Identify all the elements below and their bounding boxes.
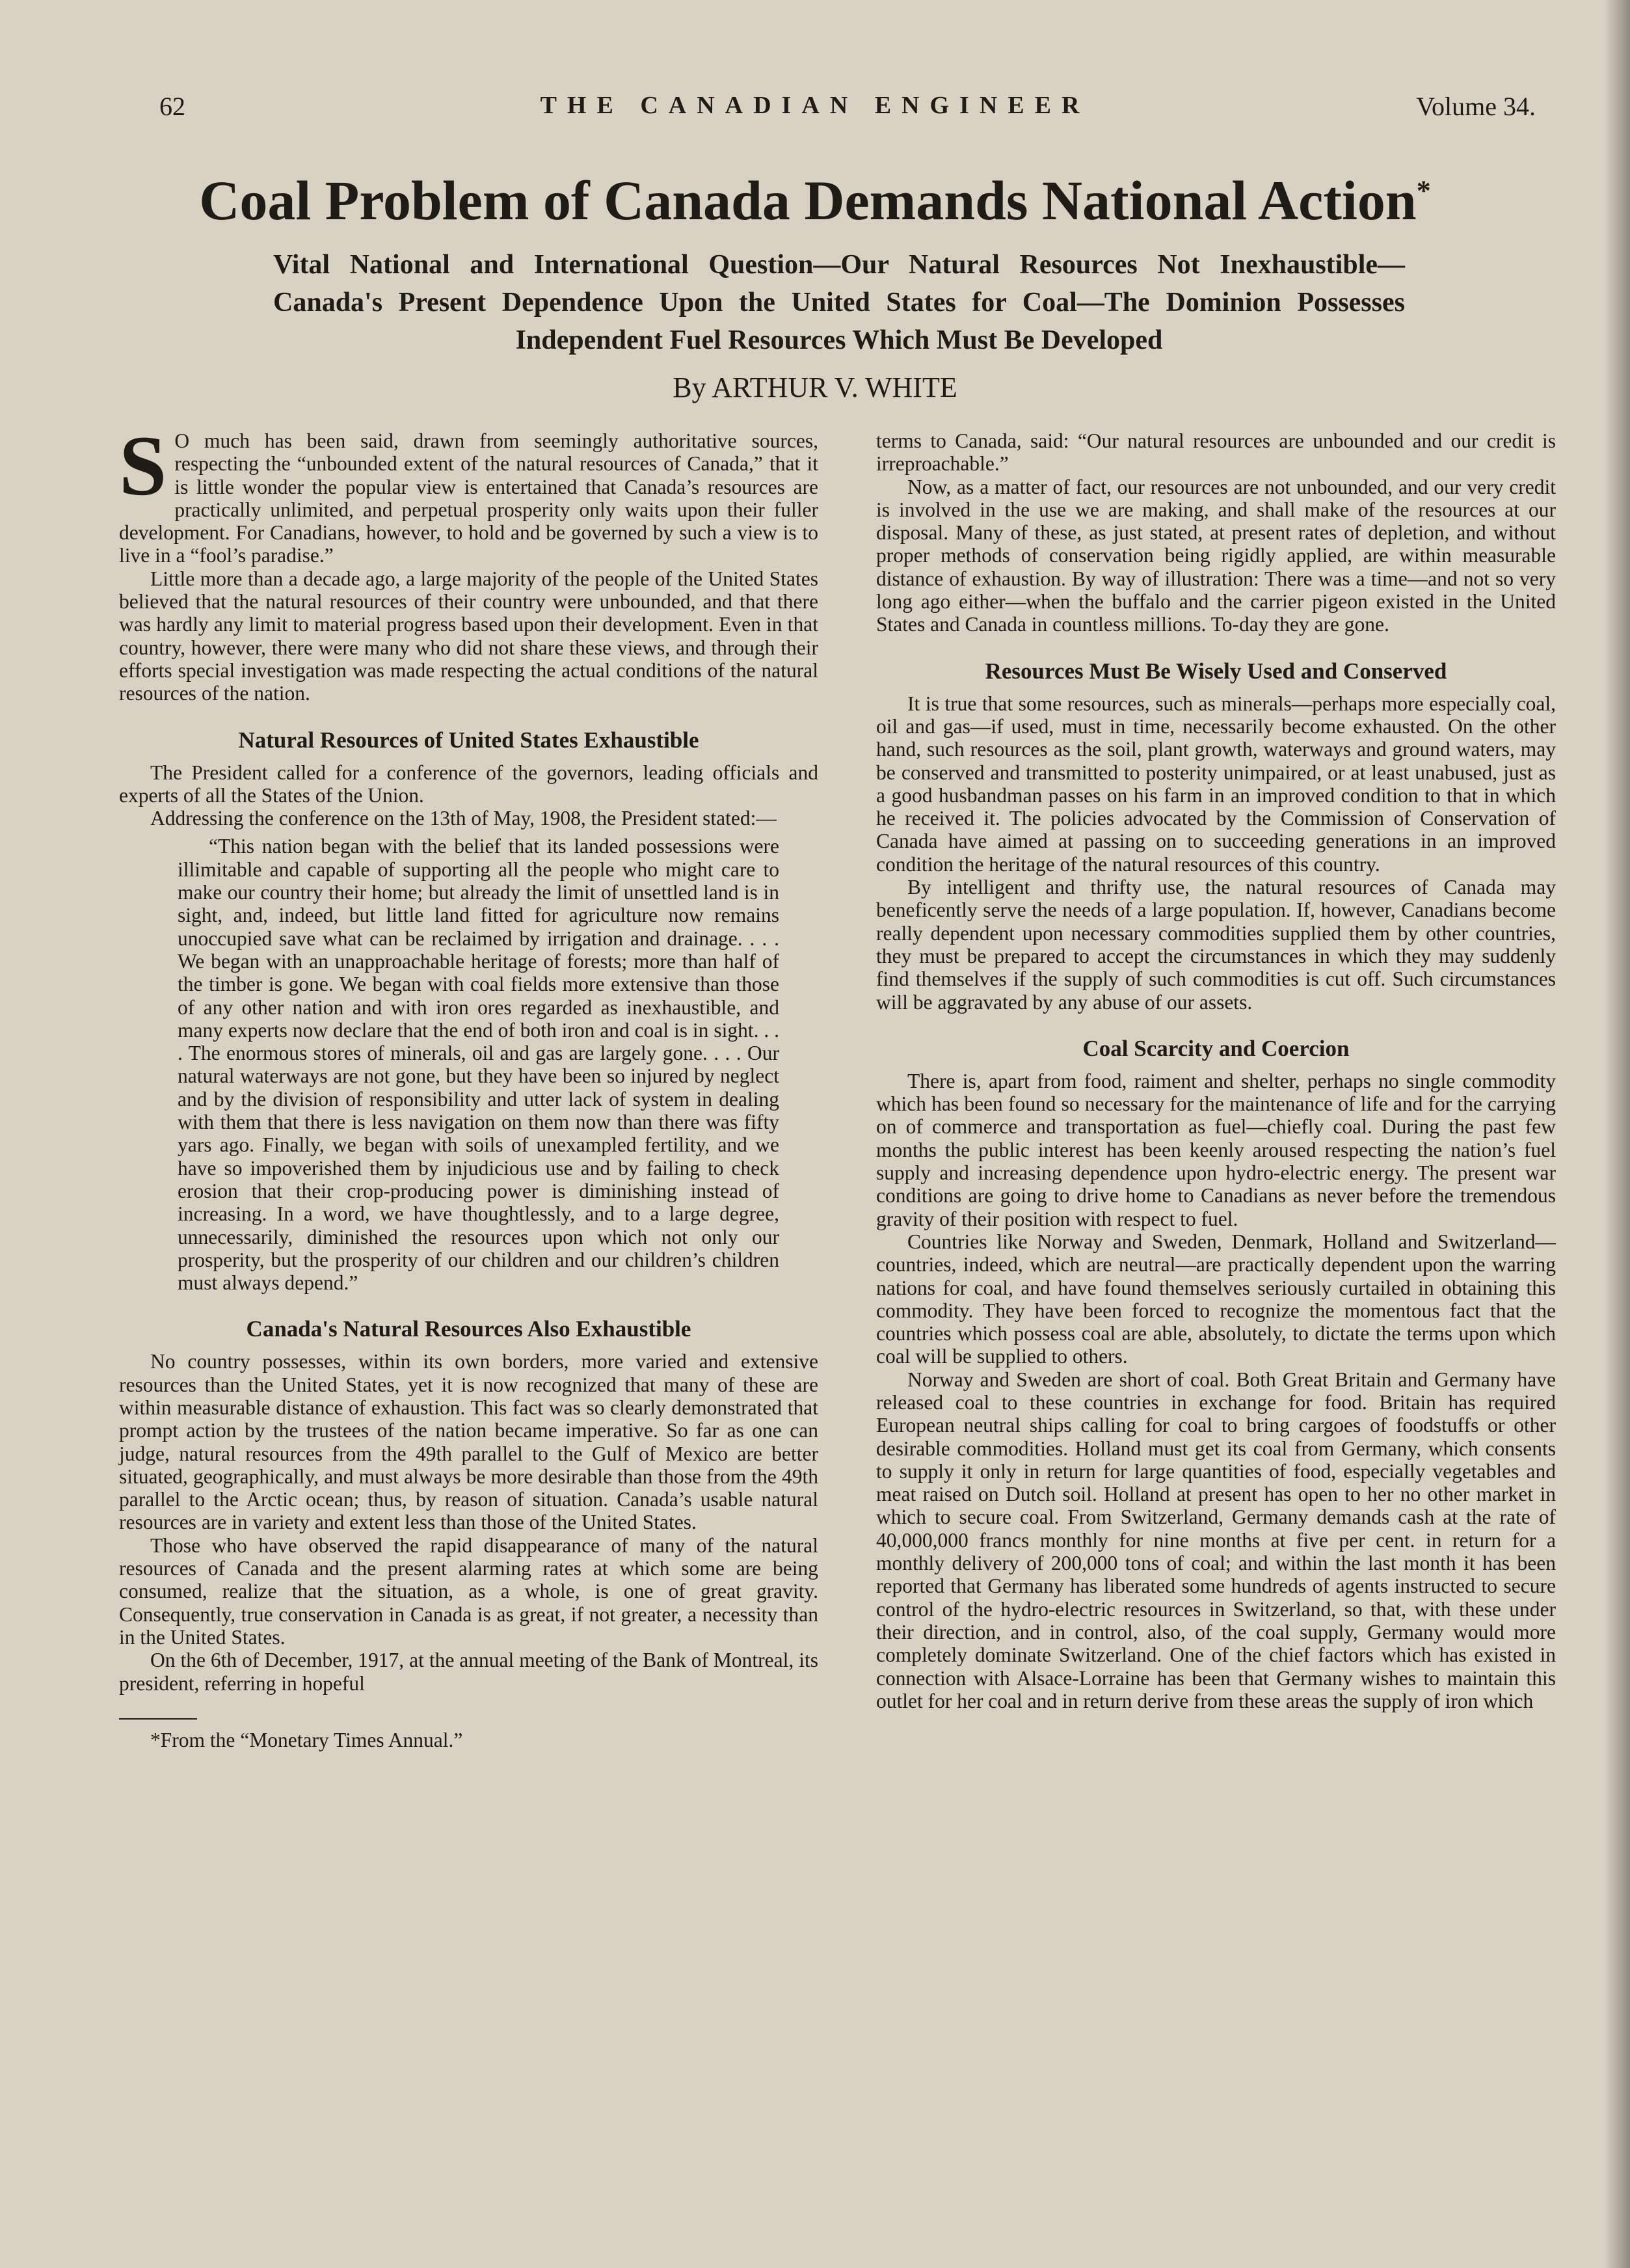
drop-cap: S xyxy=(119,418,167,513)
paragraph: Norway and Sweden are short of coal. Both Great Britain and Germany have released coal to these countries in exchange for food. Britain has required European neutral ships calling for coal to bring cargoes of foodstuffs or other desirable commodities. Holland must get its coal from Germany, which consents to supply it only in return for large quantities of food, especially vegetables and meat raised on Dutch soil. Holland at present has open to her no other market in which to secure coal. From Switzerland, Germany demands cash at the rate of 40,000,000 francs monthly for nine months at five per cent. in return for a monthly delivery of 200,000 tons of coal; and within the last month it has been reported that Germany has liberated some hundreds of agents instructed to secure control of the hydro-electric resources in Switzerland, so that, with these under their direction, and in control, also, of the coal supply, Germany would more completely dominate Switzerland. One of the chief factors which has existed in connection with Alsace-Lorraine has been that Germany wishes to maintain this outlet for her coal and in return derive from these areas the supply of iron which xyxy=(876,1368,1556,1712)
paragraph: No country possesses, within its own borders, more varied and extensive resources than the United States, yet it is now recognized that many of these are within measurable distance of exhaustion. This fact was so clearly demonstrated that prompt action by the trustees of the nation became imperative. So far as one can judge, natural resources from the 49th parallel to the Gulf of Mexico are better situated, geographically, and must always be more desirable than those from the 49th parallel to the Arctic ocean; thus, by reason of situation. Canada’s usable natural resources are in variety and extent less than those of the United States. xyxy=(119,1350,818,1534)
footnote-rule xyxy=(119,1718,197,1720)
paragraph: Little more than a decade ago, a large majority of the people of the United States believed that the natural resources of their country were unbounded, and that there was hardly any limit to material progress based upon their development. Even in that country, however, there were many who did not share these views, and through their efforts special investigation was made respecting the actual conditions of the natural resources of the nation. xyxy=(119,567,818,705)
column-left xyxy=(119,418,818,1751)
paragraph: There is, apart from food, raiment and shelter, perhaps no single commodity which has been found so necessary for the maintenance of life and for the carrying on of commerce and transportation as fuel—chiefly coal. During the past few months the public interest has been keenly aroused respecting the nation’s fuel supply and increasing dependence upon hydro-electric energy. The present war conditions are going to drive home to Canadians as never before the tremendous gravity of their position with respect to fuel. xyxy=(876,1069,1556,1230)
section-heading: Coal Scarcity and Coercion xyxy=(1082,1035,1350,1061)
article-title xyxy=(0,168,1630,233)
paragraph: On the 6th of December, 1917, at the annual meeting of the Bank of Montreal, its president, referring in hopeful xyxy=(119,1649,818,1695)
quote-text: “This nation began with the belief that its landed possessions were illimitable and capable of supporting all the people who might care to make our country their home; but already the limit of unsettled land is in sight, and, indeed, but little land fitted for agriculture now remains unoccupied save what can be reclaimed by irrigation and drainage. . . . We began with an unapproachable heritage of forests; more than half of the timber is gone. We began with coal fields more extensive than those of any other nation and with iron ores regarded as inexhaustible, and many experts now declare that the end of both iron and coal is in sight. . . . The enormous stores of minerals, oil and gas are largely gone. . . . Our natural waterways are not gone, but they have been so injured by neglect and by the division of responsibility and utter lack of system in dealing with them that there is less navigation on them now than there was fifty yars ago. Finally, we began with soils of unexampled fertility, and we have so impoverished them by injudicious use and by failing to check erosion that their crop-producing power is diminishing instead of increasing. In a word, we have thoughtlessly, and to a large degree, unnecessarily, diminished the resources upon which not only our prosperity, but the prosperity of our children and our children’s children must always depend.” xyxy=(178,835,779,1295)
column-right xyxy=(876,429,1556,1712)
footnote: *From the “Monetary Times Annual.” xyxy=(150,1728,463,1751)
paragraph-opening-text: O much has been said, drawn from seemingly authoritative sources, respecting the “unbounded extent of the natural resources of Canada,” that it is little wonder the popular view is entertained that Canada’s resources are practically unlimited, and perpetual prosperity only waits upon their fuller development. For Canadians, however, to hold and be governed by such a view is to live in a “fool’s paradise.” xyxy=(119,429,818,567)
title-footnote-mark: * xyxy=(1416,174,1431,207)
section-heading: Natural Resources of United States Exhaustible xyxy=(238,727,699,753)
paragraph: terms to Canada, said: “Our natural resources are unbounded and our credit is irreproachable.” xyxy=(876,429,1556,476)
section-heading: Resources Must Be Wisely Used and Conserved xyxy=(985,658,1447,684)
paragraph-opening xyxy=(119,418,818,567)
presidential-quote xyxy=(178,835,779,1294)
section-heading: Canada's Natural Resources Also Exhaustible xyxy=(246,1316,691,1342)
paragraph: Countries like Norway and Sweden, Denmark, Holland and Switzerland—countries, indeed, which are neutral—are practically dependent upon the warring nations for coal, and have found themselves seriously curtailed in obtaining this commodity. They have been forced to recognize the momentous fact that the countries which possess coal are able, absolutely, to dictate the terms upon which coal will be supplied to others. xyxy=(876,1230,1556,1368)
paragraph: Now, as a matter of fact, our resources are not unbounded, and our very credit is involved in the use we are making, and shall make of the resources at our disposal. Many of these, as just stated, at present rates of depletion, and without proper methods of conservation being rigidly applied, are within measurable distance of exhaustion. By way of illustration: There was a time—and not so very long ago either—when the buffalo and the carrier pigeon existed in the United States and Canada in countless millions. To-day they are gone. xyxy=(876,475,1556,636)
paragraph: Addressing the conference on the 13th of May, 1908, the President stated:— xyxy=(150,807,777,830)
page-number: 62 xyxy=(159,92,185,121)
byline: By ARTHUR V. WHITE xyxy=(673,371,957,403)
article-subtitle: Vital National and International Question—Our Natural Resources Not Inexhaustible—Canada's Present Dependence Upon the United States for Coal—The Dominion Possesses Independent Fuel Resources Which Must Be Developed xyxy=(273,250,1405,355)
paragraph: It is true that some resources, such as minerals—perhaps more especially coal, oil and gas—if used, must in time, necessarily become exhausted. On the other hand, such resources as the soil, plant growth, waterways and ground waters, may be conserved and transmitted to posterity unimpaired, or at least unabused, just as a good husbandman passes on his farm in an improved condition to that in which he received it. The policies advocated by the Commission of Conservation of Canada have aimed at passing on to succeeding generations in an improved condition the heritage of the natural resources of this country. xyxy=(876,692,1556,876)
article-title-text: Coal Problem of Canada Demands National Action xyxy=(199,169,1417,232)
paragraph: By intelligent and thrifty use, the natural resources of Canada may beneficently serve the needs of a large population. If, however, Canadians become really dependent upon necessary commodities supplied them by other countries, they must be prepared to accept the circumstances in which they may suddenly find themselves if the supply of such commodities is cut off. Such circumstances will be aggravated by any abuse of our assets. xyxy=(876,876,1556,1014)
running-head xyxy=(0,91,1630,130)
paragraph: Those who have observed the rapid disappearance of many of the natural resources of Canada and the present alarming rates at which some are being consumed, realize that the situation, as a whole, is one of great gravity. Consequently, true conservation in Canada is as great, if not greater, a necessity than in the United States. xyxy=(119,1533,818,1649)
paragraph: The President called for a conference of the governors, leading officials and experts of all the States of the Union. xyxy=(119,761,818,807)
journal-title: THE CANADIAN ENGINEER xyxy=(540,92,1090,119)
volume-label: Volume 34. xyxy=(1416,92,1536,121)
page-edge-shadow xyxy=(1604,0,1630,2268)
